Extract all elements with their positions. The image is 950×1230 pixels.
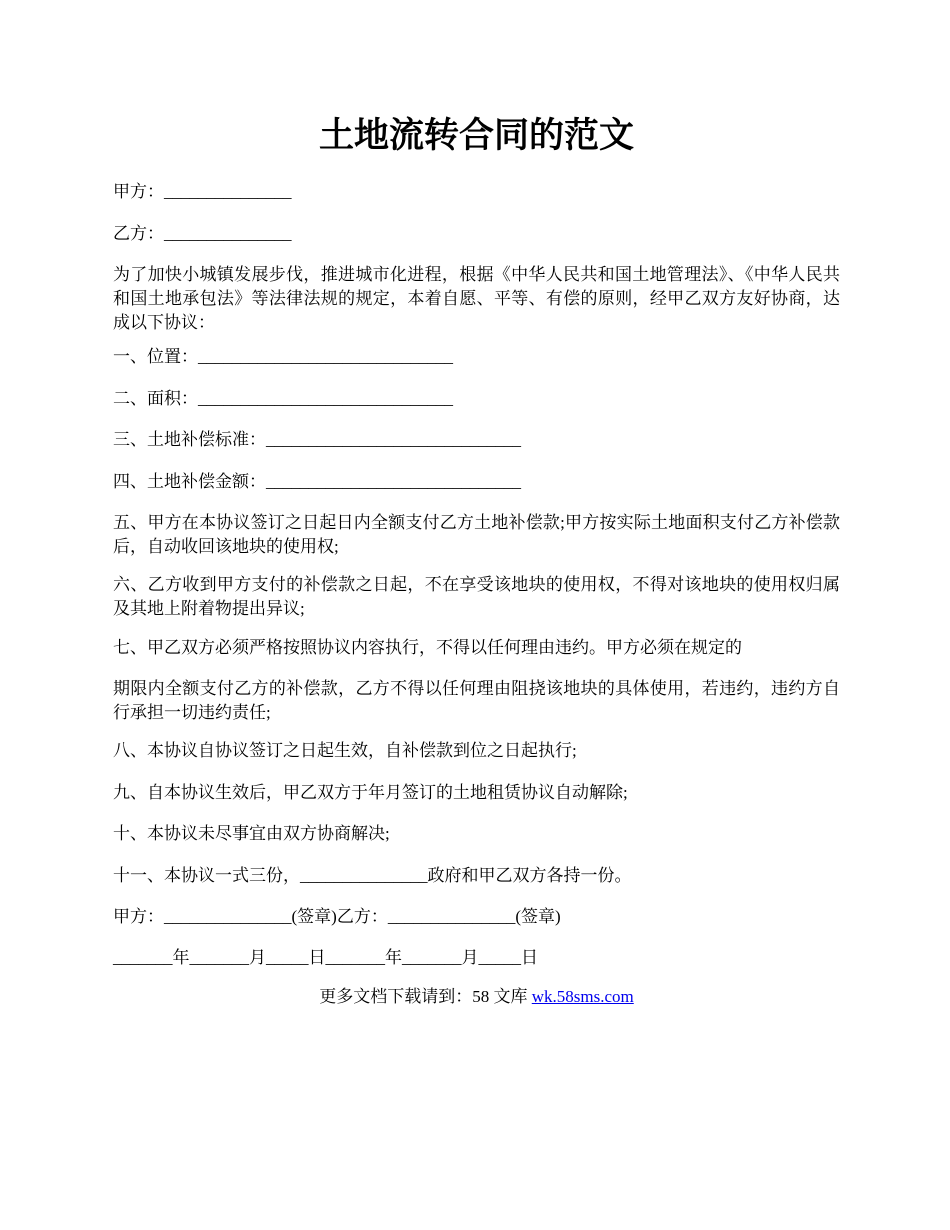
party-b-line: 乙方：_______________ <box>113 224 292 243</box>
clause-10: 十、本协议未尽事宜由双方协商解决; <box>113 824 390 843</box>
clause-7-part-1: 七、甲乙双方必须严格按照协议内容执行，不得以任何理由违约。甲方必须在规定的 <box>113 638 742 657</box>
clause-5: 五、甲方在本协议签订之日起日内全额支付乙方土地补偿款;甲方按实际土地面积支付乙方补偿款后，自动收回该地块的使用权; <box>113 513 840 556</box>
clause-9: 九、自本协议生效后，甲乙双方于年月签订的土地租赁协议自动解除; <box>113 783 628 802</box>
date-line: _______年_______月_____日_______年_______月_____日 <box>113 948 538 967</box>
footer-link[interactable]: wk.58sms.com <box>531 987 634 1006</box>
clause-7-part-2: 期限内全额支付乙方的补偿款，乙方不得以任何理由阻挠该地块的具体使用，若违约，违约方自行承担一切违约责任; <box>113 679 840 722</box>
preamble-paragraph: 为了加快小城镇发展步伐，推进城市化进程，根据《中华人民共和国土地管理法》、《中华人民共和国土地承包法》等法律法规的规定，本着自愿、平等、有偿的原则，经甲乙双方友好协商，达成以下协议： <box>113 265 840 332</box>
document-title: 土地流转合同的范文 <box>318 116 634 155</box>
clause-1: 一、位置：______________________________ <box>113 347 453 366</box>
clause-3: 三、土地补偿标准：______________________________ <box>113 430 521 449</box>
footer-text: 更多文档下载请到：58 文库 <box>319 987 532 1006</box>
clause-8: 八、本协议自协议签订之日起生效，自补偿款到位之日起执行; <box>113 741 577 760</box>
party-a-line: 甲方：_______________ <box>113 182 292 201</box>
footer <box>113 985 840 1009</box>
signature-line: 甲方：_______________(签章)乙方：_______________(签章) <box>113 907 561 926</box>
clause-2: 二、面积：______________________________ <box>113 389 453 408</box>
clause-11: 十一、本协议一式三份，_______________政府和甲乙双方各持一份。 <box>113 866 632 885</box>
clause-4: 四、土地补偿金额：______________________________ <box>113 472 521 491</box>
clause-6: 六、乙方收到甲方支付的补偿款之日起，不在享受该地块的使用权，不得对该地块的使用权归属及其地上附着物提出异议; <box>113 575 840 618</box>
